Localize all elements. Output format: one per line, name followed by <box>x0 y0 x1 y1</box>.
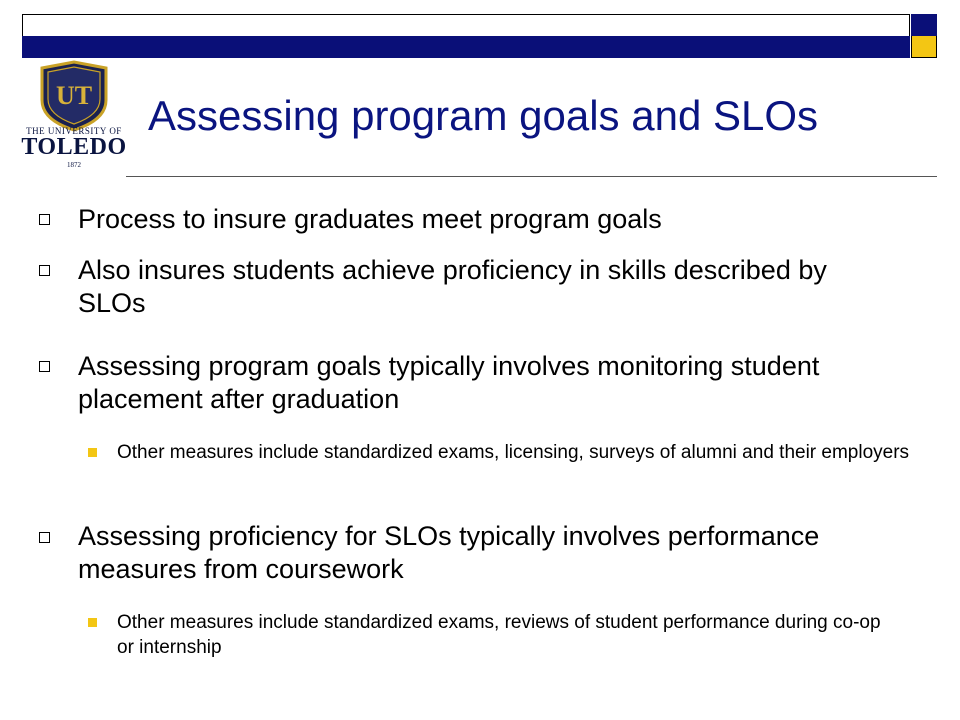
hollow-square-bullet-icon <box>39 361 50 372</box>
hollow-square-bullet-icon <box>39 532 50 543</box>
corner-block-gold <box>911 36 937 58</box>
header-bar-navy <box>22 36 910 58</box>
logo-caption-line1: THE UNIVERSITY OF <box>26 126 122 136</box>
logo-monogram: UT <box>55 81 93 110</box>
title-divider <box>126 176 937 177</box>
gold-square-subbullet-icon <box>88 618 97 627</box>
bullet-4: Assessing proficiency for SLOs typically involves performance measures from coursework <box>78 521 820 584</box>
subbullet-3a: Other measures include standardized exams, licensing, surveys of alumni and their employers <box>117 442 910 463</box>
hollow-square-bullet-icon <box>39 265 50 276</box>
bullet-2: Also insures students achieve proficiency in skills described by SLOs <box>78 255 827 318</box>
bullet-3: Assessing program goals typically involves monitoring student placement after graduation <box>78 351 820 414</box>
slide-title: Assessing program goals and SLOs <box>148 92 819 139</box>
logo-caption-wordmark: TOLEDO <box>21 134 127 160</box>
corner-block-navy <box>911 14 937 36</box>
header-bar-white <box>22 14 910 36</box>
subbullet-4a: Other measures include standardized exams, reviews of student performance during co-op or internship <box>117 612 881 658</box>
bullet-1: Process to insure graduates meet program goals <box>78 204 662 234</box>
hollow-square-bullet-icon <box>39 214 50 225</box>
gold-square-subbullet-icon <box>88 448 97 457</box>
logo-caption-year: 1872 <box>67 161 81 169</box>
